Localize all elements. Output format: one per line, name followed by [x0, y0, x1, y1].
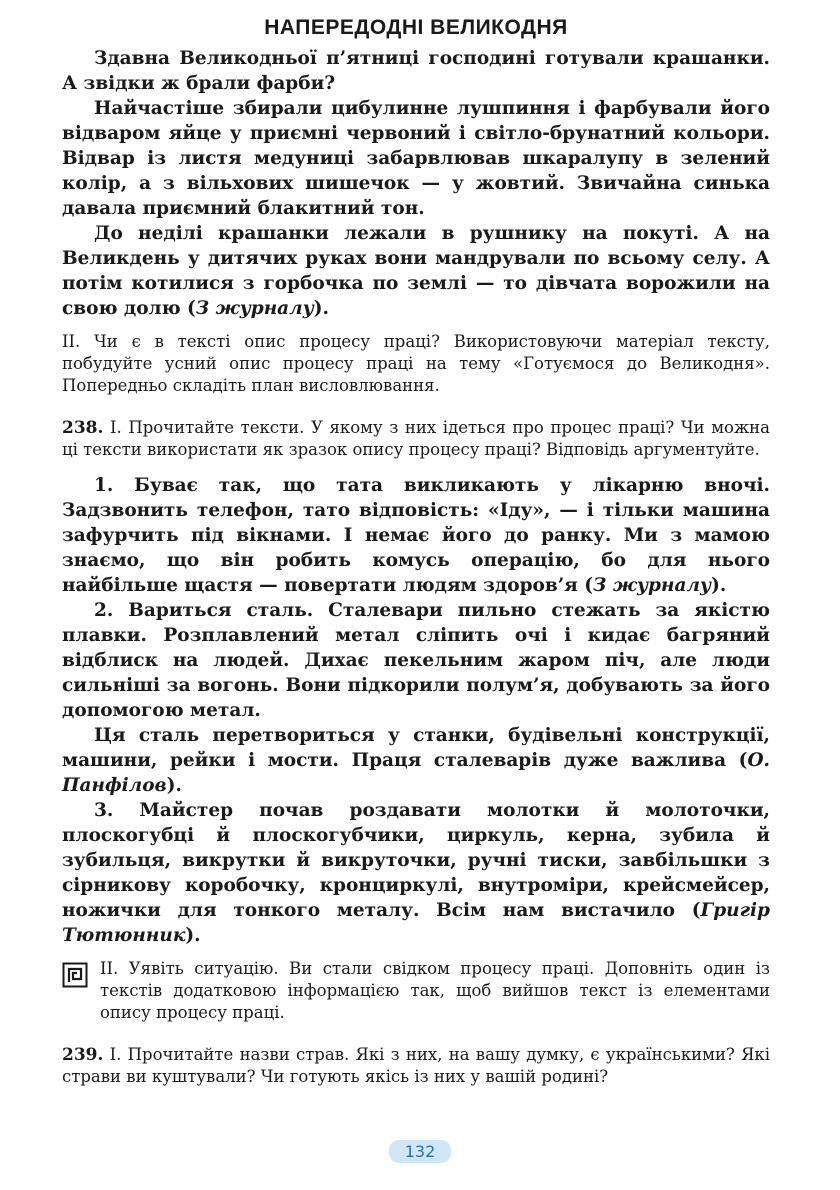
story-text — [62, 46, 770, 321]
story-paragraph-3 — [62, 221, 770, 321]
text-2b — [62, 723, 770, 798]
text-1 — [62, 473, 770, 598]
exercise-238-number: 238. — [62, 418, 104, 438]
page-number: 132 — [389, 1140, 452, 1163]
story-paragraph-2: Найчастіше збирали цибулинне лушпиння і фарбували його відваром яйце у приємні червоний і світло-брунатний кольори. Відвар із листя медуниці забарвлював шкаралупу в зелений колір, а з вільхових шишечок — у жовтий. Звичайна синька давала приємний блакитний тон. — [62, 98, 770, 219]
page-title: НАПЕРЕДОДНІ ВЕЛИКОДНЯ — [264, 16, 568, 39]
page-footer — [0, 1140, 840, 1163]
text-2b-end: ). — [166, 775, 182, 796]
exercise-238-task-i — [62, 417, 770, 461]
story-paragraph-3-text: До неділі крашанки лежали в рушнику на покуті. А на Великдень у дитячих руках вони мандрували по всьому селу. А потім котилися з горбочка по землі — то дівчата ворожили на свою долю ( — [62, 223, 770, 319]
text-2b-source: О. Панфілов — [62, 750, 770, 796]
text-3-source: Григір Тютюнник — [62, 900, 770, 946]
exercise-239-number: 239. — [62, 1045, 104, 1065]
exercise-239-task-i — [62, 1044, 770, 1088]
exercise-238-task-ii-text: ІІ. Уявіть ситуацію. Ви стали свідком процесу праці. Доповніть один із текстів додатковою інформацією так, щоб вийшов текст із елементами опису процесу праці. — [100, 959, 770, 1022]
task-ii-story: ІІ. Чи є в тексті опис процесу праці? Використовуючи матеріал тексту, побудуйте усний опис процесу праці на тему «Готуємося до Великодня». Попередньо складіть план висловлювання. — [62, 332, 770, 395]
text-1-end: ). — [711, 575, 727, 596]
text-1-body: 1. Буває так, що тата викликають у лікарню вночі. Задзвонить телефон, тато відповість: «Іду», — і тільки машина зафурчить під вікнами. І немає його до ранку. Ми з мамою знаємо, що він робить комусь операцію, бо для нього найбільше щастя — повертати людям здоров’я ( — [62, 475, 770, 596]
exercise-238-text: І. Прочитайте тексти. У якому з них ідеться про процес праці? Чи можна ці тексти використати як зразок опису процесу праці? Відповідь аргументуйте. — [62, 418, 770, 459]
text-2a: 2. Вариться сталь. Сталевари пильно стежать за якістю плавки. Розплавлений метал сліпить очі і кидає багряний відблиск на людей. Дихає пекельним жаром піч, але люди сильніші за вогонь. Вони підкорили полум’я, добувають за його допомогою метал. — [62, 600, 770, 721]
text-3-end: ). — [185, 925, 201, 946]
writing-task-icon — [62, 962, 88, 988]
exercise-238-task-ii — [62, 958, 770, 1024]
text-3-body: 3. Майстер почав роздавати молотки й молоточки, плоскогубці й плоскогубчики, циркуль, керна, зубила й зубильця, викрутки й викруточки, ручні тиски, завбільшки з сірникову коробочку, кронциркулі, внутроміри, крейсмейсер, ножички для тонкого металу. Всім нам вистачило ( — [62, 800, 770, 921]
text-1-source: З журналу — [593, 575, 712, 596]
text-3 — [62, 798, 770, 948]
story-source: З журналу — [195, 298, 314, 319]
text-2b-body: Ця сталь перетвориться у станки, будівельні конструкції, машини, рейки і мости. Праця сталеварів дуже важлива ( — [62, 725, 770, 771]
exercise-238-texts — [62, 473, 770, 948]
story-paragraph-1: Здавна Великодньої п’ятниці господині готували крашанки. А звідки ж брали фарби? — [62, 48, 770, 94]
story-paragraph-3-end: ). — [313, 298, 329, 319]
exercise-239-text: І. Прочитайте назви страв. Які з них, на вашу думку, є українськими? Які страви ви куштували? Чи готують якісь із них у вашій родині? — [62, 1045, 770, 1086]
